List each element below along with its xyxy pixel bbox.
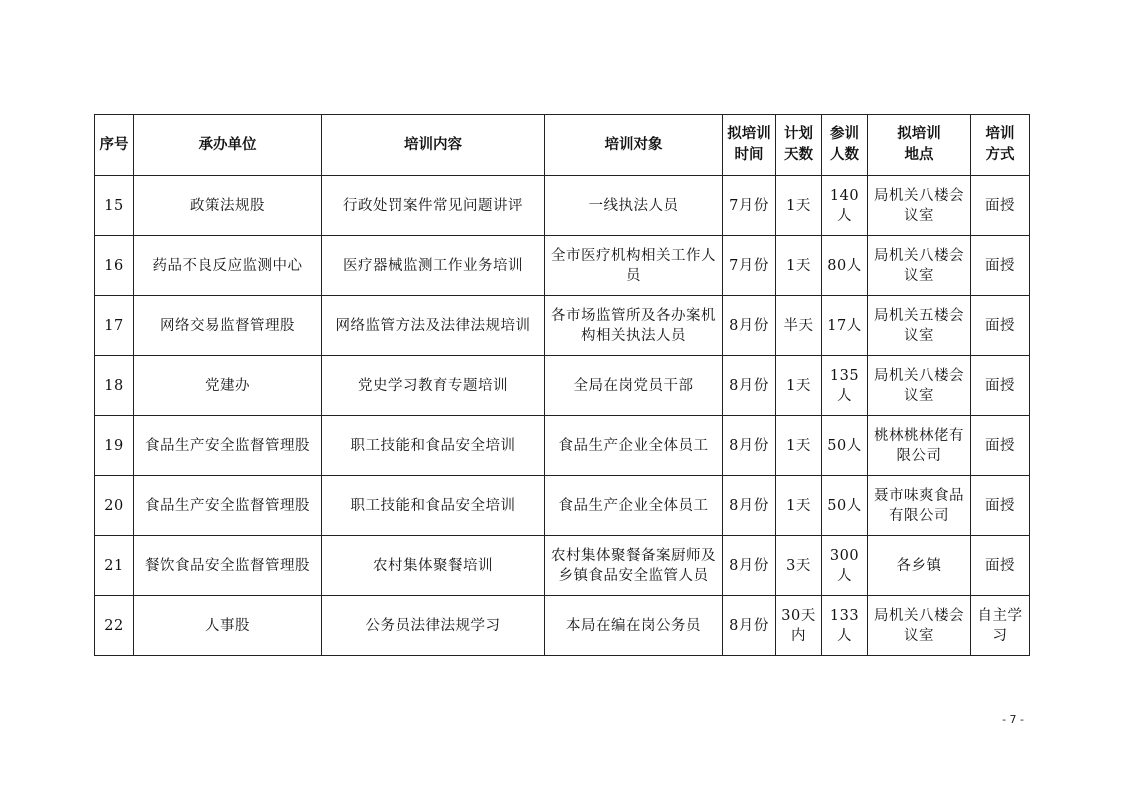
cell-mode: 面授 [971,416,1030,476]
cell-seq: 15 [95,176,134,236]
cell-mode: 自主学习 [971,596,1030,656]
cell-people: 50人 [822,416,868,476]
cell-people: 17人 [822,296,868,356]
header-days [776,115,822,176]
cell-target: 全局在岗党员干部 [545,356,723,416]
cell-seq: 20 [95,476,134,536]
cell-target: 食品生产企业全体员工 [545,476,723,536]
header-content: 培训内容 [322,115,545,176]
header-time [723,115,776,176]
cell-place: 各乡镇 [868,536,971,596]
cell-days: 30天内 [776,596,822,656]
cell-time: 8月份 [723,536,776,596]
cell-unit: 党建办 [134,356,322,416]
header-people-line1: 参训 [830,126,859,142]
cell-people: 300人 [822,536,868,596]
cell-content: 职工技能和食品安全培训 [322,416,545,476]
table-row [95,356,1030,416]
cell-place: 局机关八楼会议室 [868,356,971,416]
cell-mode: 面授 [971,296,1030,356]
header-target: 培训对象 [545,115,723,176]
header-place-line2: 地点 [904,147,934,163]
cell-time: 8月份 [723,356,776,416]
cell-content: 党史学习教育专题培训 [322,356,545,416]
cell-days: 1天 [776,476,822,536]
cell-mode: 面授 [971,536,1030,596]
cell-people: 80人 [822,236,868,296]
cell-people: 133人 [822,596,868,656]
cell-people: 135人 [822,356,868,416]
header-people [822,115,868,176]
cell-unit: 网络交易监督管理股 [134,296,322,356]
cell-unit: 人事股 [134,596,322,656]
cell-seq: 22 [95,596,134,656]
cell-place: 局机关八楼会议室 [868,236,971,296]
header-unit: 承办单位 [134,115,322,176]
cell-unit: 食品生产安全监督管理股 [134,416,322,476]
cell-seq: 17 [95,296,134,356]
cell-time: 8月份 [723,296,776,356]
cell-place: 局机关八楼会议室 [868,176,971,236]
cell-place: 桃林桃林佬有限公司 [868,416,971,476]
cell-unit: 食品生产安全监督管理股 [134,476,322,536]
cell-time: 8月份 [723,476,776,536]
cell-target: 各市场监管所及各办案机构相关执法人员 [545,296,723,356]
cell-time: 7月份 [723,176,776,236]
header-people-line2: 人数 [830,147,859,163]
cell-content: 医疗器械监测工作业务培训 [322,236,545,296]
table-row [95,416,1030,476]
cell-days: 1天 [776,236,822,296]
table-row [95,536,1030,596]
table-header-row [95,115,1030,176]
header-time-line1: 拟培训 [727,126,771,142]
cell-seq: 18 [95,356,134,416]
table-row [95,236,1030,296]
cell-time: 7月份 [723,236,776,296]
cell-seq: 21 [95,536,134,596]
cell-mode: 面授 [971,176,1030,236]
cell-time: 8月份 [723,416,776,476]
cell-place: 局机关八楼会议室 [868,596,971,656]
cell-seq: 16 [95,236,134,296]
header-days-line2: 天数 [784,147,813,163]
cell-time: 8月份 [723,596,776,656]
cell-days: 半天 [776,296,822,356]
cell-target: 全市医疗机构相关工作人员 [545,236,723,296]
table-row [95,596,1030,656]
table-row [95,476,1030,536]
cell-days: 3天 [776,536,822,596]
cell-target: 一线执法人员 [545,176,723,236]
cell-people: 140人 [822,176,868,236]
page-number: - 7 - [1002,713,1024,726]
training-plan-table [94,114,1030,656]
header-seq: 序号 [95,115,134,176]
cell-mode: 面授 [971,356,1030,416]
header-mode [971,115,1030,176]
header-time-line2: 时间 [734,147,764,163]
cell-target: 农村集体聚餐备案厨师及乡镇食品安全监管人员 [545,536,723,596]
header-mode-line1: 培训 [985,126,1015,142]
cell-seq: 19 [95,416,134,476]
cell-place: 聂市味爽食品有限公司 [868,476,971,536]
table-row [95,176,1030,236]
cell-content: 公务员法律法规学习 [322,596,545,656]
header-mode-line2: 方式 [985,147,1015,163]
cell-mode: 面授 [971,476,1030,536]
cell-place: 局机关五楼会议室 [868,296,971,356]
table-row [95,296,1030,356]
cell-content: 网络监管方法及法律法规培训 [322,296,545,356]
cell-content: 职工技能和食品安全培训 [322,476,545,536]
cell-people: 50人 [822,476,868,536]
header-days-line1: 计划 [784,126,813,142]
cell-days: 1天 [776,176,822,236]
cell-unit: 药品不良反应监测中心 [134,236,322,296]
cell-target: 本局在编在岗公务员 [545,596,723,656]
header-place [868,115,971,176]
header-place-line1: 拟培训 [897,126,941,142]
cell-days: 1天 [776,356,822,416]
cell-unit: 餐饮食品安全监督管理股 [134,536,322,596]
cell-mode: 面授 [971,236,1030,296]
cell-days: 1天 [776,416,822,476]
cell-target: 食品生产企业全体员工 [545,416,723,476]
cell-content: 农村集体聚餐培训 [322,536,545,596]
cell-content: 行政处罚案件常见问题讲评 [322,176,545,236]
cell-unit: 政策法规股 [134,176,322,236]
